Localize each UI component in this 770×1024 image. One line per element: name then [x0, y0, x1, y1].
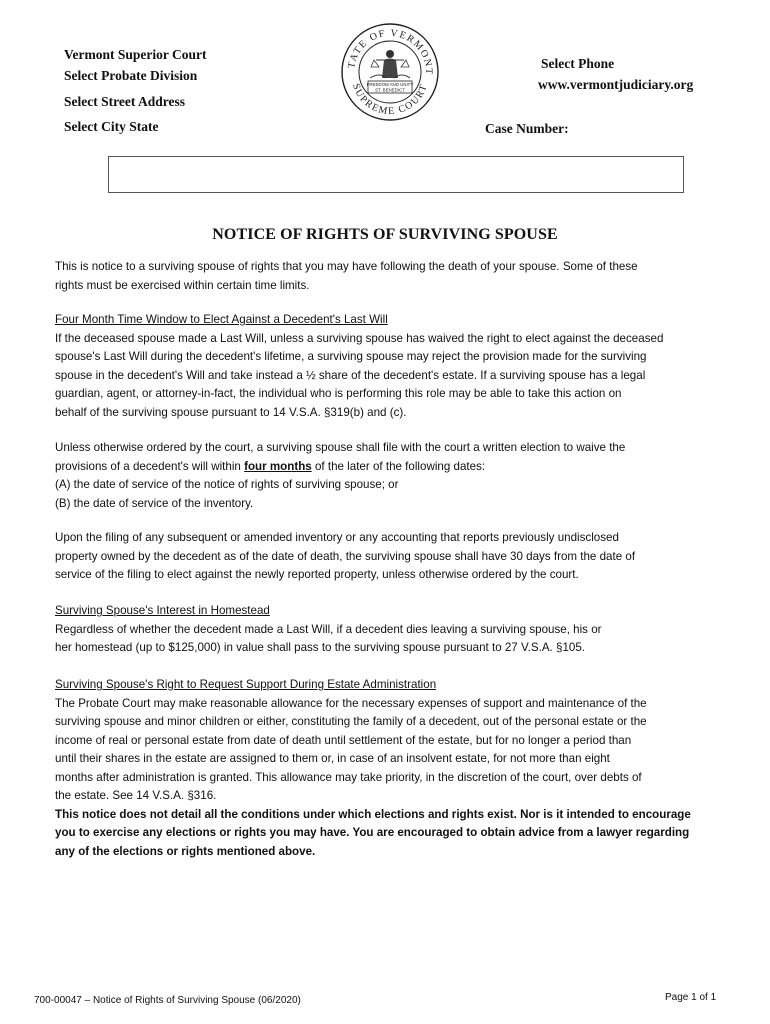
footer-page-number: Page 1 of 1: [665, 992, 717, 1003]
disclaimer-line: you to exercise any elections or rights you may have. You are encouraged to obtain advice from a lawyer regarding: [55, 826, 690, 839]
paragraph-line: guardian, agent, or attorney-in-fact, the individual who is performing this role may be able to take this action on: [55, 387, 622, 400]
paragraph-line: behalf of the surviving spouse pursuant to 14 V.S.A. §319(b) and (c).: [55, 405, 407, 419]
paragraph-line: Regardless of whether the decedent made a Last Will, if a decedent dies leaving a surviving spouse, his or: [55, 622, 602, 636]
paragraph-line: spouse in the decedent's Will and take instead a ½ share of the decedent's estate. If a surviving spouse has a legal: [55, 368, 646, 382]
intro-paragraph: [55, 258, 720, 295]
section-election: [55, 311, 720, 422]
paragraph-line: [55, 458, 720, 477]
section-amended-inventory: [55, 529, 720, 585]
section-support: [55, 676, 720, 861]
paragraph-line: The Probate Court may make reasonable allowance for the necessary expenses of support and maintenance of the: [55, 696, 647, 710]
section-heading-homestead: Surviving Spouse's Interest in Homestead: [55, 604, 270, 617]
case-number-label: Case Number:: [485, 121, 569, 136]
paragraph-line: until their shares in the estate are assigned to them or, in case of an insolvent estate, for not more than eight: [55, 752, 610, 765]
street-address-select[interactable]: Select Street Address: [64, 94, 185, 109]
paragraph-line: Upon the filing of any subsequent or amended inventory or any accounting that reports previously undisclosed: [55, 531, 619, 544]
paragraph-line: spouse's Last Will during the decedent's lifetime, a surviving spouse may reject the provision made for the surviving: [55, 350, 647, 363]
text-run: provisions of a decedent's will within: [55, 459, 245, 473]
vermont-supreme-court-seal: [340, 20, 440, 124]
disclaimer-line: This notice does not detail all the conditions under which elections and rights exist. Nor is it intended to encourage: [55, 807, 691, 821]
seal-banner-line2: ST. BENEDICT: [375, 87, 405, 93]
case-number-field[interactable]: [108, 156, 684, 193]
document-title: NOTICE OF RIGHTS OF SURVIVING SPOUSE: [212, 226, 558, 243]
paragraph-line: service of the filing to elect against the newly reported property, unless otherwise ordered by the court.: [55, 568, 579, 581]
four-months-emphasis: four months: [244, 459, 312, 473]
website-link[interactable]: www.vermontjudiciary.org: [538, 77, 694, 92]
probate-division-select[interactable]: Select Probate Division: [64, 68, 198, 83]
seal-top-text: TATE OF VERMONT: [346, 27, 435, 76]
seal-bottom-text: SUPREME COURT: [350, 82, 430, 118]
city-state-select[interactable]: Select City State: [64, 119, 159, 134]
court-name: Vermont Superior Court: [64, 47, 207, 62]
paragraph-line: If the deceased spouse made a Last Will, unless a surviving spouse has waived the right to elect against the deceased: [55, 331, 664, 345]
section-heading-election: Four Month Time Window to Elect Against a Decedent's Last Will: [55, 313, 388, 326]
text-run: of the later of the following dates:: [311, 459, 486, 473]
seal-banner-line1: FREEDOM AND UNITY: [366, 82, 414, 87]
section-election-deadline: [55, 439, 720, 513]
paragraph-line: her homestead (up to $125,000) in value shall pass to the surviving spouse pursuant to 27 V.S.A. §105.: [55, 641, 586, 654]
disclaimer-line: any of the elections or rights mentioned above.: [55, 844, 316, 858]
phone-select[interactable]: Select Phone: [541, 56, 615, 71]
paragraph-line: property owned by the decedent as of the date of death, the surviving spouse shall have 30 days from the date of: [55, 549, 636, 563]
intro-line: rights must be exercised within certain time limits.: [55, 278, 310, 292]
paragraph-line: the estate. See 14 V.S.A. §316.: [55, 789, 217, 802]
paragraph-line: Unless otherwise ordered by the court, a surviving spouse shall file with the court a written election to waive the: [55, 441, 626, 454]
list-item-a: (A) the date of service of the notice of rights of surviving spouse; or: [55, 478, 399, 491]
list-item-b: (B) the date of service of the inventory.: [55, 496, 254, 510]
paragraph-line: months after administration is granted. This allowance may take priority, in the discretion of the court, over debts of: [55, 770, 642, 784]
paragraph-line: income of real or personal estate from date of death until settlement of the estate, but for no longer a period than: [55, 733, 632, 747]
intro-line: This is notice to a surviving spouse of rights that you may have following the death of your spouse. Some of these: [55, 260, 638, 273]
section-homestead: [55, 602, 720, 658]
paragraph-line: surviving spouse and minor children or either, constituting the family of a decedent, out of the personal estate or the: [55, 715, 647, 728]
section-heading-support: Surviving Spouse's Right to Request Support During Estate Administration: [55, 678, 437, 691]
footer-form-id: 700-00047 – Notice of Rights of Surviving Spouse (06/2020): [34, 995, 301, 1006]
